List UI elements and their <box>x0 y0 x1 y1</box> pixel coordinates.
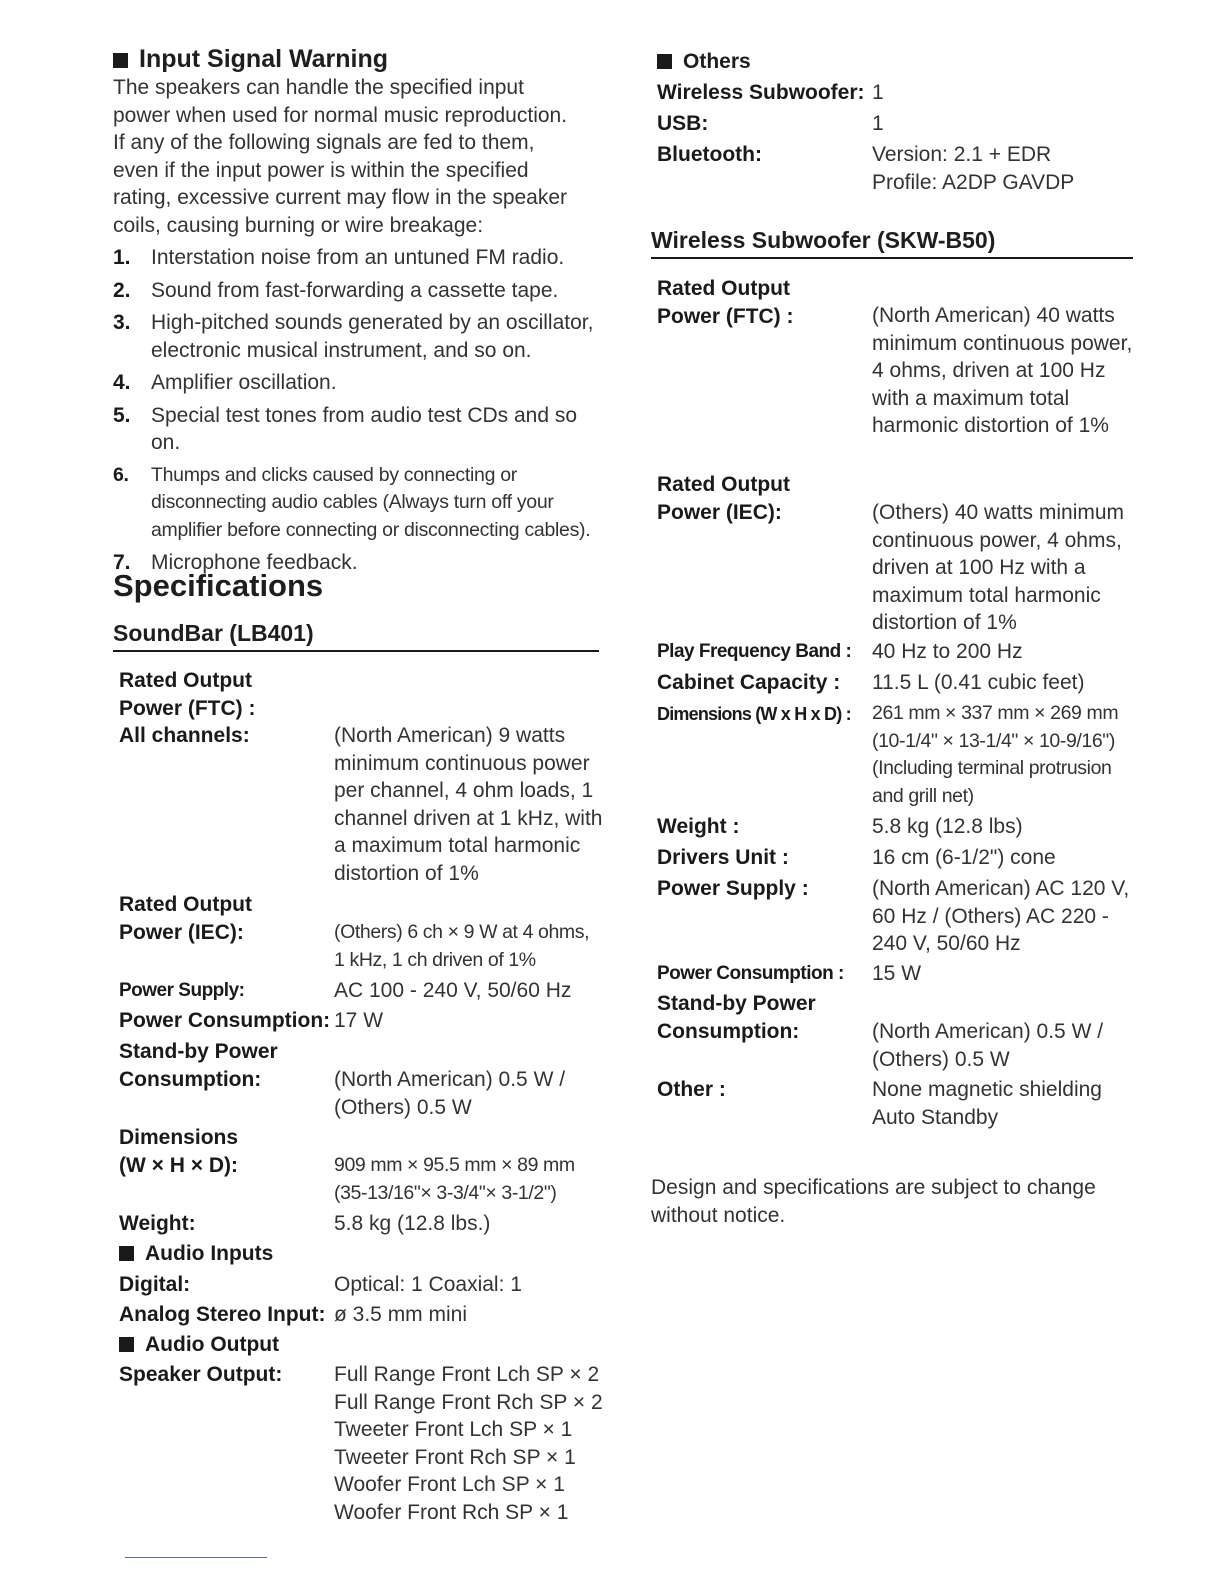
specifications-heading: Specifications <box>113 568 324 603</box>
speaker-output-item: Full Range Front Lch SP × 2 <box>334 1363 600 1386</box>
digital-label: Digital: <box>119 1273 191 1296</box>
wireless-subwoofer-value: 1 <box>872 81 884 104</box>
square-bullet-icon <box>119 1337 134 1352</box>
drivers-unit-value: 16 cm (6-1/2") cone <box>872 846 1056 869</box>
other-item: None magnetic shielding <box>872 1078 1102 1101</box>
input-signal-warning-body: The speakers can handle the specified input power when used for normal music reproduction. If any of the following signals are fed to them, even if the input power is within the specified rating, excessive current may flow in the speaker coils, causing burning or wire breakage: <box>113 76 568 237</box>
sub-power-supply-value: (North American) AC 120 V, 60 Hz / (Others) AC 220 - 240 V, 50/60 Hz <box>872 877 1130 955</box>
list-item-number: 1. <box>113 246 131 269</box>
analog-stereo-input-label: Analog Stereo Input: <box>119 1303 326 1326</box>
list-item-number: 5. <box>113 403 131 427</box>
rated-output-iec-label: Rated Output Power (IEC): <box>119 893 252 944</box>
list-item <box>113 369 603 397</box>
speaker-output-values <box>334 1361 604 1526</box>
speaker-output-item: Tweeter Front Rch SP × 1 <box>334 1445 576 1469</box>
speaker-output-item: Full Range Front Rch SP × 2 <box>334 1390 603 1414</box>
power-consumption-label: Power Consumption: <box>119 1009 331 1032</box>
sub-power-consumption-label: Power Consumption : <box>657 963 844 984</box>
list-item-number: 3. <box>113 311 131 334</box>
bluetooth-profile: Profile: A2DP GAVDP <box>872 170 1075 194</box>
usb-value: 1 <box>872 112 884 135</box>
dimensions-label: Dimensions (W × H × D): <box>119 1126 239 1177</box>
audio-inputs-title: Audio Inputs <box>145 1242 274 1265</box>
usb-label: USB: <box>657 112 709 135</box>
sub-power-consumption-value: 15 W <box>872 962 922 985</box>
power-supply-label: Power Supply: <box>119 980 245 1001</box>
list-item <box>113 462 603 545</box>
list-item-text: Sound from fast-forwarding a cassette tape. <box>151 278 559 302</box>
sub-dimensions-value <box>872 700 1144 810</box>
list-item-number: 6. <box>113 463 129 486</box>
sub-weight-label: Weight : <box>657 815 740 838</box>
sub-standby-power-label: Stand-by Power Consumption: <box>657 992 816 1043</box>
sub-power-supply-label: Power Supply : <box>657 877 809 900</box>
digital-value: Optical: 1 Coaxial: 1 <box>334 1273 522 1296</box>
standby-power-value: (North American) 0.5 W / (Others) 0.5 W <box>334 1068 566 1119</box>
list-item-number: 2. <box>113 278 131 302</box>
list-item-number: 7. <box>113 551 131 574</box>
drivers-unit-label: Drivers Unit : <box>657 846 789 869</box>
bluetooth-values <box>872 141 1144 196</box>
audio-inputs-heading <box>119 1240 273 1268</box>
list-item-text: Interstation noise from an untuned FM radio. <box>151 246 565 269</box>
speaker-output-label: Speaker Output: <box>119 1363 283 1386</box>
square-bullet-icon <box>119 1246 134 1261</box>
sub-rated-output-ftc-value: (North American) 40 watts minimum continuous power, 4 ohms, driven at 100 Hz with a maximum total harmonic distortion of 1% <box>872 304 1133 437</box>
sub-weight-value: 5.8 kg (12.8 lbs) <box>872 815 1023 838</box>
weight-label: Weight: <box>119 1212 196 1235</box>
rated-output-ftc-label: Rated Output Power (FTC) : <box>119 669 256 720</box>
other-label: Other : <box>657 1078 726 1101</box>
list-item <box>113 244 603 272</box>
soundbar-rated-ftc-row <box>119 667 599 723</box>
standby-power-label: Stand-by Power Consumption: <box>119 1040 278 1091</box>
specifications-note: Design and specifications are subject to change without notice. <box>651 1176 1096 1227</box>
list-item-text: High-pitched sounds generated by an oscillator, electronic musical instrument, and so on. <box>151 311 594 362</box>
speaker-output-item: Woofer Front Lch SP × 1 <box>334 1473 565 1496</box>
other-item: Auto Standby <box>872 1105 999 1129</box>
all-channels-label: All channels: <box>119 724 250 747</box>
input-signal-warning-heading <box>113 44 388 74</box>
sub-rated-output-ftc-label: Rated Output Power (FTC) : <box>657 277 794 328</box>
input-signal-warning-title: Input Signal Warning <box>139 45 389 73</box>
square-bullet-icon <box>113 53 128 68</box>
others-heading <box>657 48 751 76</box>
list-item-text: Thumps and clicks caused by connecting or disconnecting audio cables (Always turn off your amplifier before connecting or disconnecting cables). <box>151 463 591 541</box>
list-item <box>113 309 603 364</box>
list-item-text: Microphone feedback. <box>151 551 358 574</box>
soundbar-section-title: SoundBar (LB401) <box>113 619 599 652</box>
sub-rated-output-iec-label: Rated Output Power (IEC): <box>657 473 790 524</box>
wireless-subwoofer-label: Wireless Subwoofer: <box>657 81 865 104</box>
power-supply-value: AC 100 - 240 V, 50/60 Hz <box>334 979 572 1002</box>
bluetooth-version: Version: 2.1 + EDR <box>872 143 1052 166</box>
sub-dimensions-main: 261 mm × 337 mm × 269 mm (10-1/4" × 13-1/4" × 10-9/16") <box>872 702 1119 752</box>
speaker-output-item: Woofer Front Rch SP × 1 <box>334 1500 569 1524</box>
speaker-output-item: Tweeter Front Lch SP × 1 <box>334 1418 573 1441</box>
cabinet-capacity-value: 11.5 L (0.41 cubic feet) <box>872 671 1085 694</box>
play-frequency-band-value: 40 Hz to 200 Hz <box>872 640 1023 663</box>
warning-signal-list <box>113 244 603 582</box>
list-item-text: Amplifier oscillation. <box>151 371 337 394</box>
sub-dimensions-note: (Including terminal protrusion and grill net) <box>872 757 1112 807</box>
other-values <box>872 1076 1144 1131</box>
power-consumption-value: 17 W <box>334 1009 384 1032</box>
footer-rule <box>125 1557 267 1558</box>
sub-rated-output-iec-value: (Others) 40 watts minimum continuous power, 4 ohms, driven at 100 Hz with a maximum total harmonic distortion of 1% <box>872 501 1125 634</box>
list-item-text: Special test tones from audio test CDs and so on. <box>151 403 578 454</box>
sub-dimensions-label: Dimensions (W x H x D) : <box>657 704 851 724</box>
rated-output-iec-value: (Others) 6 ch × 9 W at 4 ohms, 1 kHz, 1 ch driven of 1% <box>334 921 590 971</box>
audio-output-heading <box>119 1331 279 1359</box>
list-item <box>113 277 603 305</box>
play-frequency-band-label: Play Frequency Band : <box>657 641 852 662</box>
bluetooth-label: Bluetooth: <box>657 143 762 166</box>
others-title: Others <box>683 50 751 73</box>
all-channels-value: (North American) 9 watts minimum continuous power per channel, 4 ohm loads, 1 channel driven at 1 kHz, with a maximum total harmonic distortion of 1% <box>334 724 603 885</box>
subwoofer-section-title: Wireless Subwoofer (SKW-B50) <box>651 226 1133 259</box>
list-item-number: 4. <box>113 371 131 394</box>
square-bullet-icon <box>657 54 672 69</box>
analog-stereo-input-value: ø 3.5 mm mini <box>334 1303 468 1326</box>
cabinet-capacity-label: Cabinet Capacity : <box>657 671 841 694</box>
sub-standby-power-value: (North American) 0.5 W / (Others) 0.5 W <box>872 1020 1104 1071</box>
list-item <box>113 402 603 457</box>
weight-value: 5.8 kg (12.8 lbs.) <box>334 1212 491 1235</box>
dimensions-value: 909 mm × 95.5 mm × 89 mm (35-13/16"× 3-3/4"× 3-1/2") <box>334 1154 575 1204</box>
audio-output-title: Audio Output <box>145 1333 280 1356</box>
